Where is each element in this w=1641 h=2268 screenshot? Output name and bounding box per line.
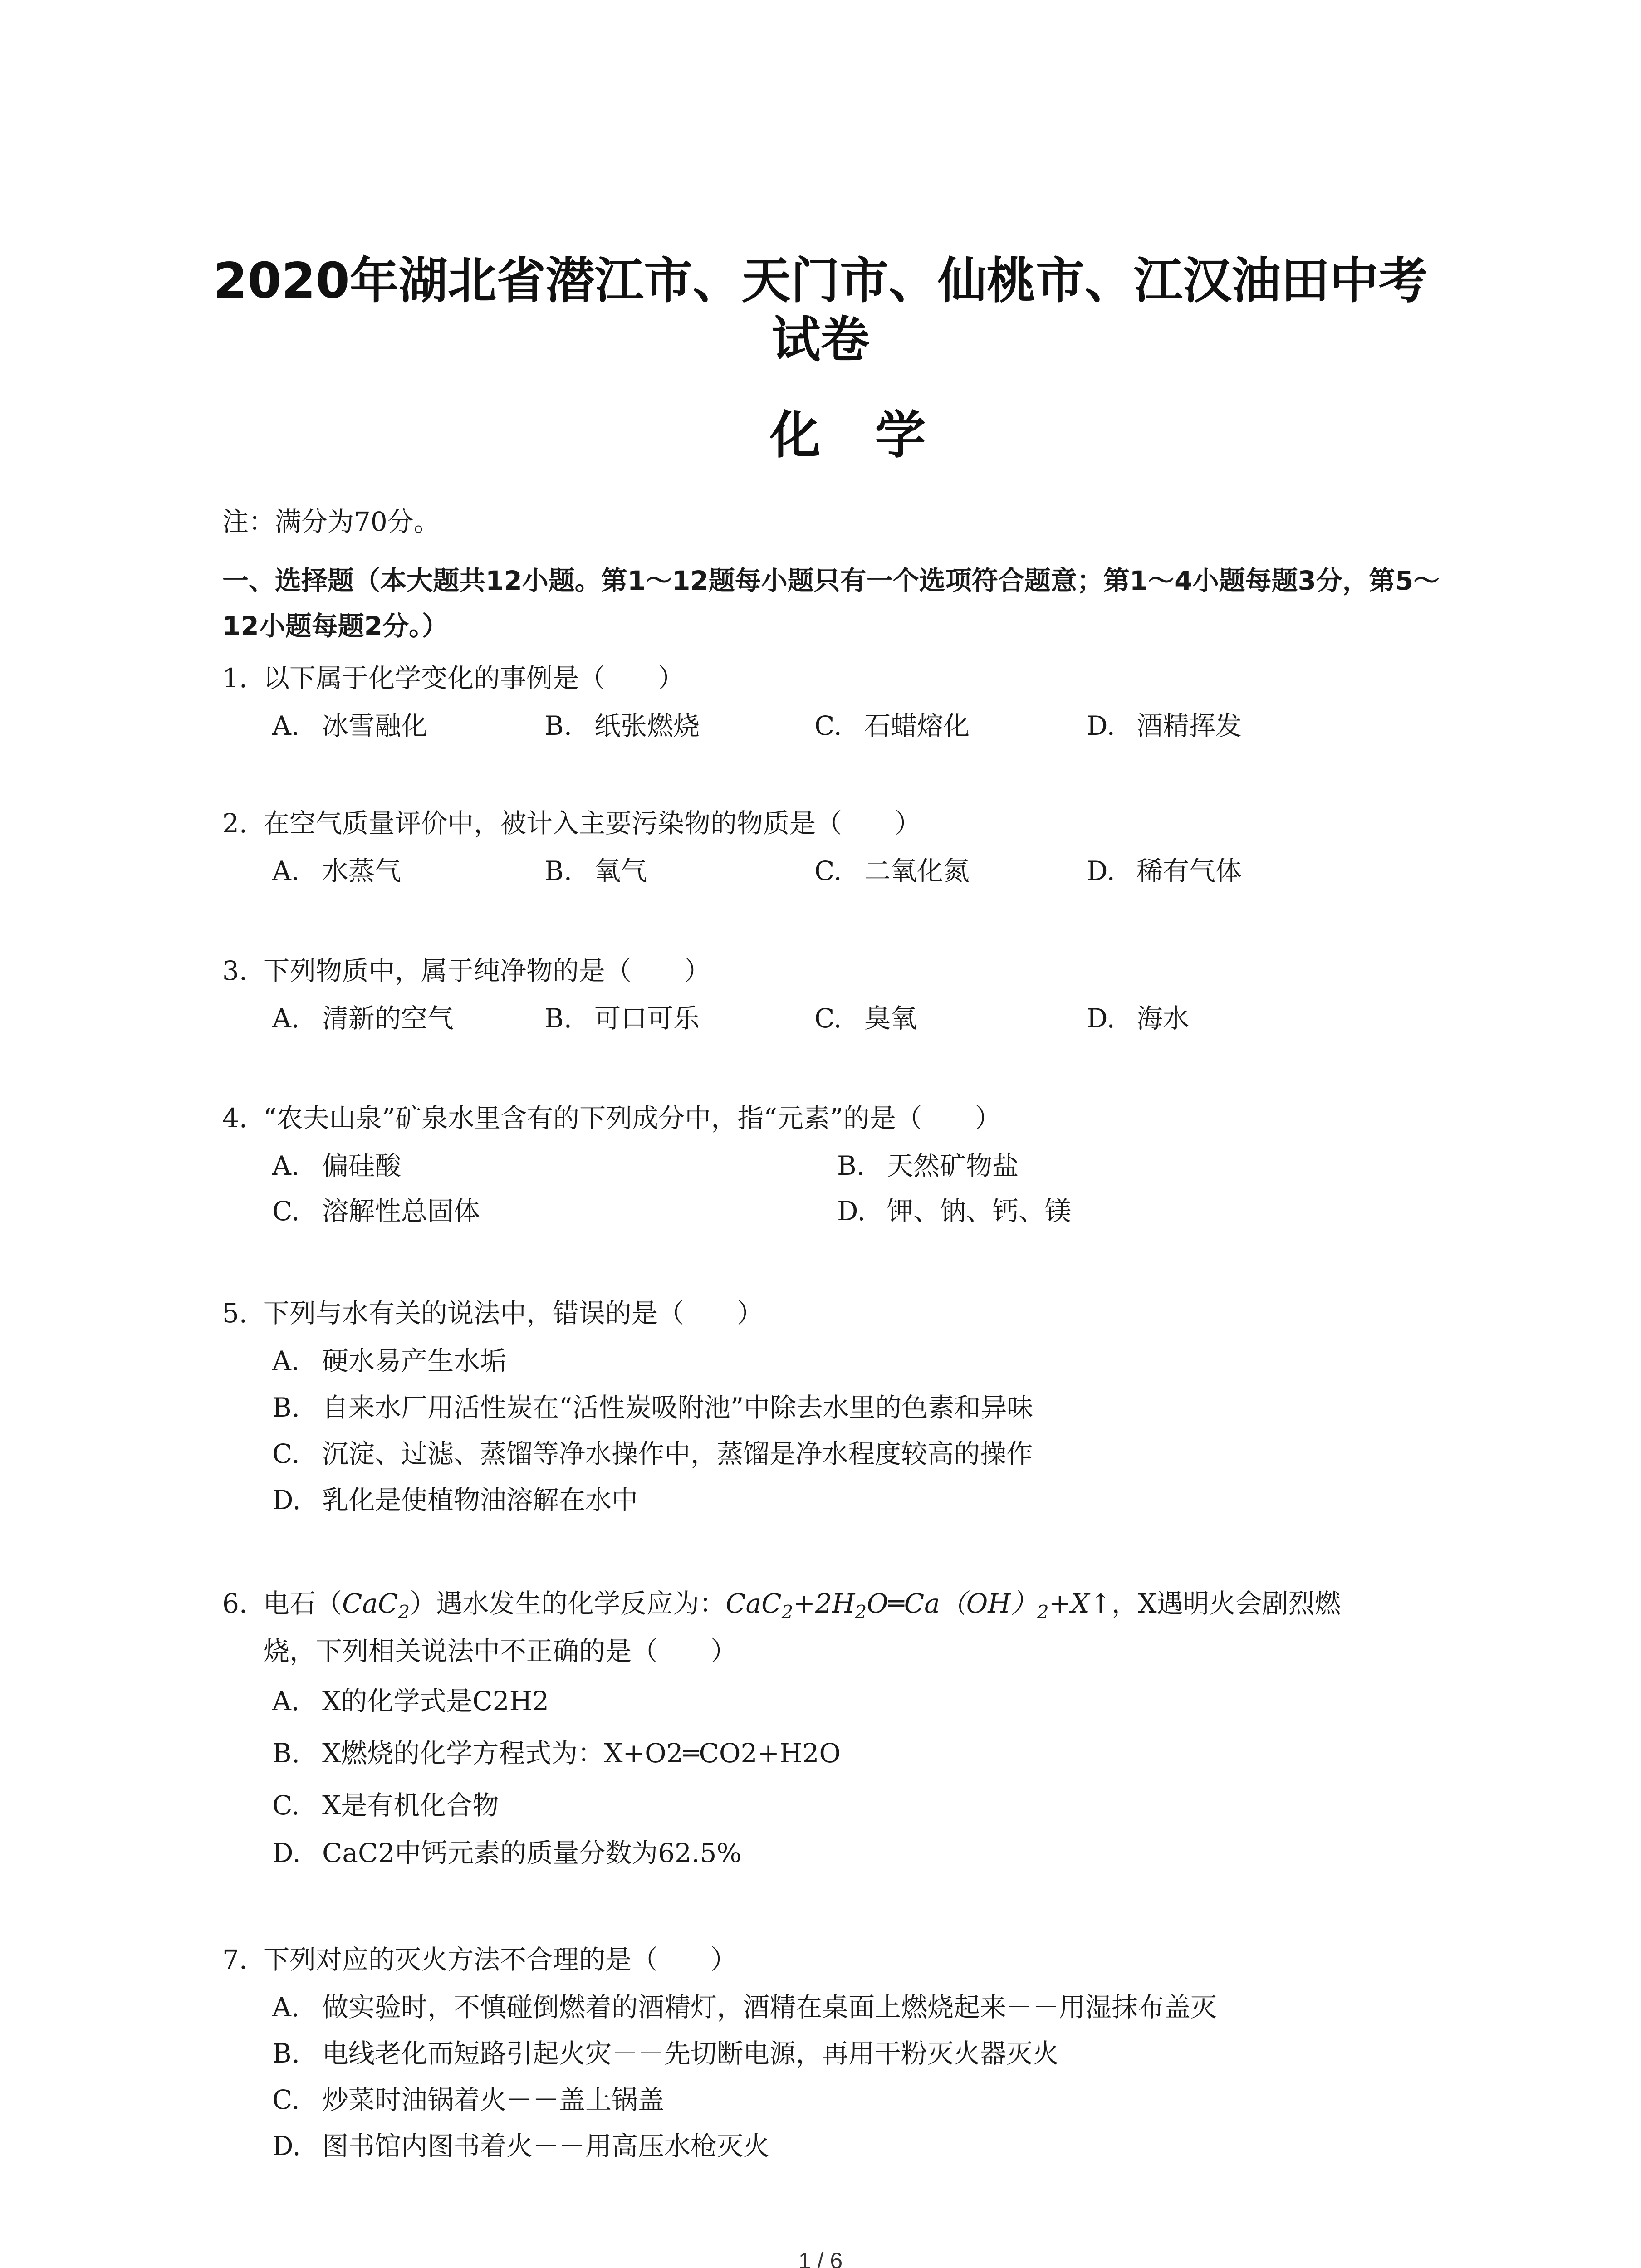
option: D. CaC2中钙元素的质量分数为62.5%: [272, 1838, 742, 1868]
option: C. X是有机化合物: [272, 1790, 499, 1821]
option: A. 水蒸气: [272, 855, 402, 886]
option: A. 清新的空气: [272, 1003, 454, 1034]
option: B. 电线老化而短路引起火灾－－先切断电源，再用干粉灭火器灭火: [272, 2038, 1059, 2069]
question-number: 2.: [222, 808, 248, 839]
option: B. X燃烧的化学方程式为：X+O2═CO2+H2O: [272, 1738, 841, 1769]
option: C. 二氧化氮: [814, 855, 970, 886]
option: B. 纸张燃烧: [544, 710, 700, 741]
option: D. 图书馆内图书着火－－用高压水枪灭火: [272, 2131, 770, 2161]
option: C. 溶解性总固体: [272, 1196, 480, 1227]
question-stem: 下列与水有关的说法中，错误的是（ ）: [263, 1298, 764, 1329]
option: B. 可口可乐: [544, 1003, 700, 1034]
question-3: [222, 950, 710, 991]
option: D. 钾、钠、钙、镁: [837, 1196, 1072, 1227]
score-note: 注：满分为70分。: [222, 506, 440, 537]
question-5: [222, 1293, 763, 1334]
question-4: [222, 1098, 1001, 1139]
question-stem: 下列对应的灭火方法不合理的是（ ）: [263, 1944, 737, 1975]
option: D. 酒精挥发: [1087, 710, 1242, 741]
subject-title: 化学: [769, 406, 980, 465]
question-stem: 下列物质中，属于纯净物的是（ ）: [263, 955, 711, 986]
question-6: 6. 电石（CaC$_2$）遇水发生的化学反应为：$CaC_2+2H_2O═Ca(OH)_2+X↑$，X遇明火会剧烈燃: [222, 1583, 1341, 1633]
option: B. 氧气: [544, 855, 647, 886]
option: B. 自来水厂用活性炭在“活性炭吸附池”中除去水里的色素和异味: [272, 1392, 1034, 1423]
question-2: [222, 803, 921, 844]
question-number: 5.: [222, 1298, 248, 1329]
option: D. 稀有气体: [1087, 855, 1242, 886]
option: C. 石蜡熔化: [814, 710, 970, 741]
question-number: 4.: [222, 1103, 248, 1134]
option: C. 炒菜时油锅着火－－盖上锅盖: [272, 2084, 665, 2115]
option: A. 做实验时，不慎碰倒燃着的酒精灯，酒精在桌面上燃烧起来－－用湿抹布盖灭: [272, 1992, 1217, 2023]
question-stem: “农夫山泉”矿泉水里含有的下列成分中，指“元素”的是（ ）: [263, 1103, 1001, 1134]
option: D. 乳化是使植物油溶解在水中: [272, 1485, 638, 1515]
section-heading: 一、选择题（本大题共12小题。第1～12题每小题只有一个选项符合题意；第1～4小题每题3分，第5～12小题每题2分。）: [222, 565, 1440, 641]
question-number: 3.: [222, 955, 248, 986]
question-number: 6.: [222, 1588, 248, 1619]
page-title: 2020年湖北省潜江市、天门市、仙桃市、江汉油田中考: [213, 253, 1428, 309]
option: A. 硬水易产生水垢: [272, 1345, 507, 1376]
question-stem: 在空气质量评价中，被计入主要污染物的物质是（ ）: [263, 808, 921, 839]
page-number: 1 / 6: [798, 2248, 843, 2268]
question-number: 7.: [222, 1944, 248, 1975]
option: A. 偏硅酸: [272, 1150, 402, 1181]
question-6-cont: 烧，下列相关说法中不正确的是（ ）: [263, 1636, 737, 1667]
option: B. 天然矿物盐: [837, 1150, 1019, 1181]
question-number: 1.: [222, 663, 248, 694]
option: C. 沉淀、过滤、蒸馏等净水操作中，蒸馏是净水程度较高的操作: [272, 1438, 1033, 1469]
page-title-cont: 试卷: [771, 312, 870, 368]
question-1: [222, 658, 684, 699]
question-stem: 以下属于化学变化的事例是（ ）: [263, 663, 685, 694]
question-7: [222, 1939, 737, 1980]
option: A. X的化学式是C2H2: [272, 1686, 549, 1716]
option: A. 冰雪融化: [272, 710, 428, 741]
option: D. 海水: [1087, 1003, 1190, 1034]
option: C. 臭氧: [814, 1003, 917, 1034]
